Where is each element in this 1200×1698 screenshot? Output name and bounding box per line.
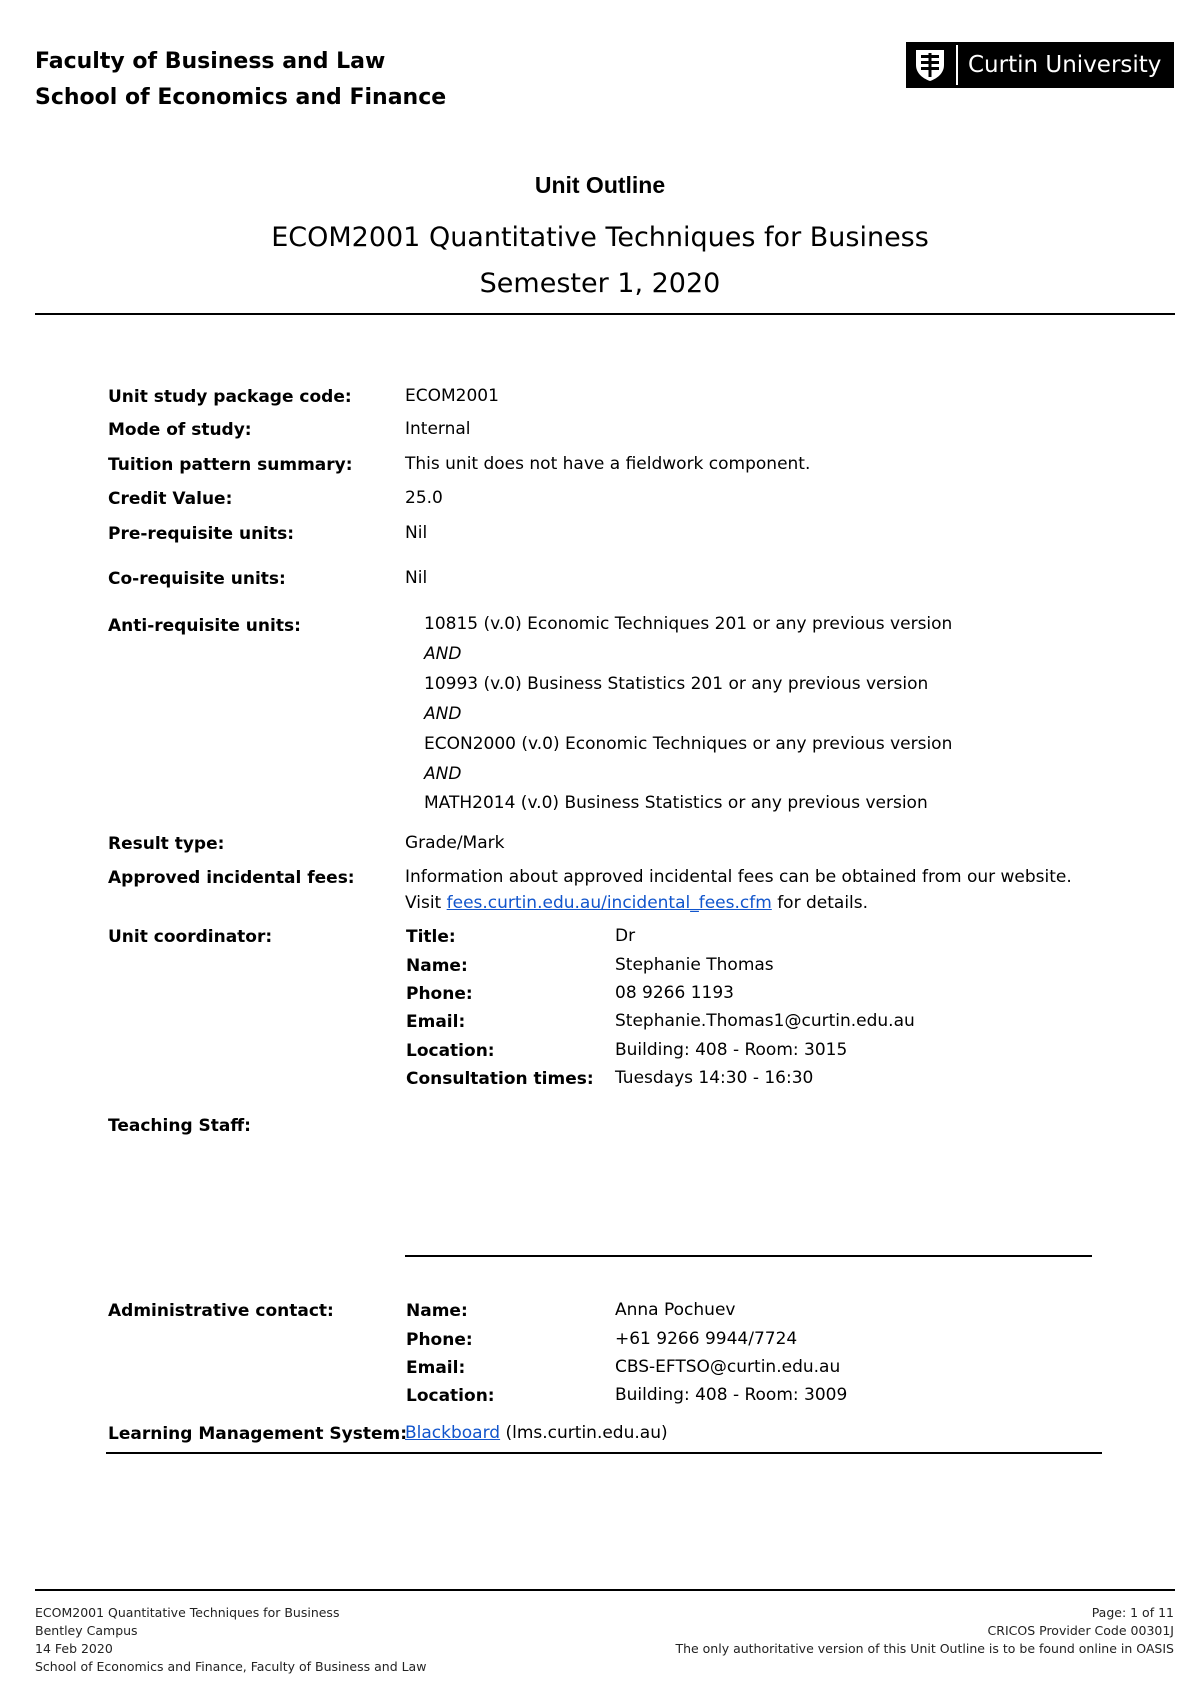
coordinator-location: Building: 408 - Room: 3015 [615, 1040, 848, 1060]
tuition-value: This unit does not have a fieldwork component. [405, 454, 811, 474]
header-rule [35, 313, 1175, 315]
coreq-value: Nil [405, 568, 428, 588]
coordinator-title: Dr [615, 926, 636, 946]
logo-divider [956, 45, 958, 85]
coordinator-name-label: Name: [406, 956, 468, 976]
footer-school: School of Economics and Finance, Faculty of Business and Law [35, 1659, 427, 1674]
logo-text: Curtin University [968, 52, 1162, 78]
coordinator-email: Stephanie.Thomas1@curtin.edu.au [615, 1011, 915, 1031]
antireq-item: MATH2014 (v.0) Business Statistics or any previous version [424, 793, 928, 813]
coordinator-phone-label: Phone: [406, 984, 473, 1004]
footer-right [675, 1604, 1174, 1658]
fees-info: Information about approved incidental fees can be obtained from our website. [405, 867, 1072, 887]
antireq-item: 10993 (v.0) Business Statistics 201 or any previous version [424, 674, 929, 694]
antireq-and: AND [424, 644, 462, 664]
antireq-item: 10815 (v.0) Economic Techniques 201 or any previous version [424, 614, 953, 634]
prereq-value: Nil [405, 523, 428, 543]
unit-code-value: ECOM2001 [405, 386, 499, 406]
admin-name-label: Name: [406, 1301, 468, 1321]
faculty-name: Faculty of Business and Law [35, 49, 386, 74]
school-name: School of Economics and Finance [35, 85, 447, 110]
fees-visit-text: Visit [405, 893, 447, 913]
lms-rule [106, 1452, 1102, 1454]
footer-page: Page: 1 of 11 [1091, 1605, 1174, 1620]
teaching-staff-label: Teaching Staff: [108, 1116, 251, 1136]
antireq-label: Anti-requisite units: [108, 616, 301, 636]
fees-visit-line [405, 893, 868, 913]
coordinator-location-label: Location: [406, 1041, 495, 1061]
admin-email-label: Email: [406, 1358, 466, 1378]
admin-location-label: Location: [406, 1386, 495, 1406]
result-value: Grade/Mark [405, 833, 505, 853]
unit-code-label: Unit study package code: [108, 387, 352, 407]
crest-icon [912, 47, 948, 83]
mode-value: Internal [405, 419, 471, 439]
fees-label: Approved incidental fees: [108, 868, 355, 888]
admin-email: CBS-EFTSO@curtin.edu.au [615, 1357, 841, 1377]
fees-link[interactable]: fees.curtin.edu.au/incidental_fees.cfm [446, 893, 772, 913]
antireq-item: ECON2000 (v.0) Economic Techniques or any previous version [424, 734, 953, 754]
coordinator-consult: Tuesdays 14:30 - 16:30 [615, 1068, 814, 1088]
doc-heading: Unit Outline [534, 172, 666, 198]
unit-title: ECOM2001 Quantitative Techniques for Business [271, 222, 929, 253]
coordinator-label: Unit coordinator: [108, 927, 273, 947]
coordinator-email-label: Email: [406, 1012, 466, 1032]
footer-date: 14 Feb 2020 [35, 1641, 113, 1656]
credit-value: 25.0 [405, 488, 443, 508]
coordinator-phone: 08 9266 1193 [615, 983, 734, 1003]
credit-label: Credit Value: [108, 489, 233, 509]
mode-label: Mode of study: [108, 420, 252, 440]
lms-label: Learning Management System: [108, 1424, 408, 1444]
prereq-label: Pre-requisite units: [108, 524, 295, 544]
lms-line [405, 1423, 668, 1443]
coordinator-name: Stephanie Thomas [615, 955, 774, 975]
admin-label: Administrative contact: [108, 1301, 334, 1321]
footer-rule [35, 1589, 1175, 1591]
coordinator-title-label: Title: [406, 927, 456, 947]
curtin-logo [906, 42, 1174, 88]
antireq-and: AND [424, 764, 462, 784]
admin-location: Building: 408 - Room: 3009 [615, 1385, 848, 1405]
footer-unit: ECOM2001 Quantitative Techniques for Business [35, 1605, 340, 1620]
teaching-staff-rule [405, 1255, 1092, 1257]
footer-campus: Bentley Campus [35, 1623, 138, 1638]
footer-left [35, 1604, 426, 1676]
admin-name: Anna Pochuev [615, 1300, 736, 1320]
tuition-label: Tuition pattern summary: [108, 455, 353, 475]
blackboard-link[interactable]: Blackboard [405, 1423, 501, 1443]
fees-after-text: for details. [771, 893, 869, 913]
footer-cricos: CRICOS Provider Code 00301J [987, 1623, 1174, 1638]
lms-url-text: (lms.curtin.edu.au) [500, 1423, 668, 1443]
antireq-and: AND [424, 704, 462, 724]
footer-oasis-note: The only authoritative version of this Unit Outline is to be found online in OASIS [675, 1641, 1174, 1656]
result-label: Result type: [108, 834, 225, 854]
admin-phone-label: Phone: [406, 1330, 473, 1350]
coreq-label: Co-requisite units: [108, 569, 286, 589]
faculty-school-block [35, 44, 446, 116]
coordinator-consult-label: Consultation times: [406, 1069, 594, 1089]
semester: Semester 1, 2020 [479, 268, 721, 299]
admin-phone: +61 9266 9944/7724 [615, 1329, 798, 1349]
